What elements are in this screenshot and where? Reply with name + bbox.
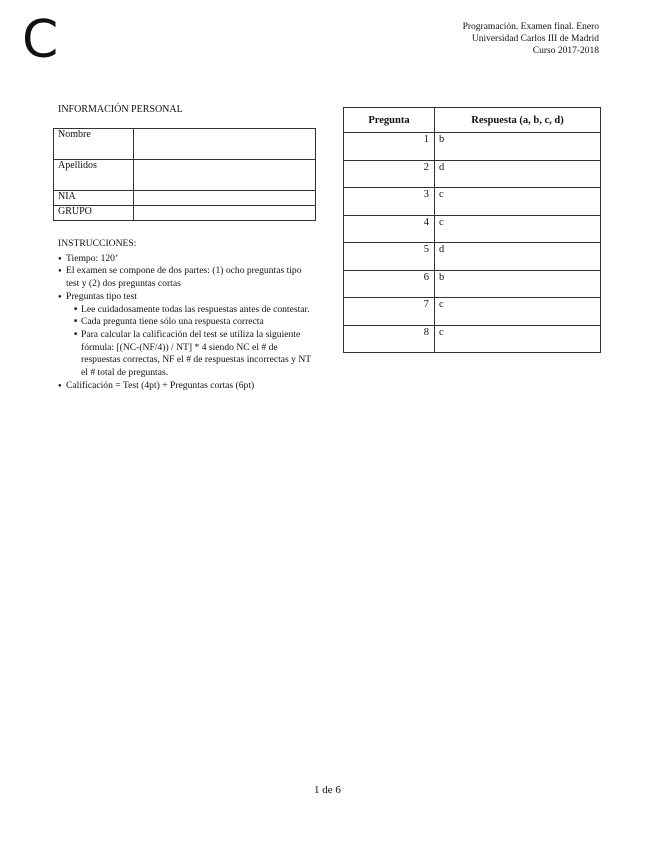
column-header-question: Pregunta [344,108,435,133]
personal-info-title: INFORMACIÓN PERSONAL [58,104,183,115]
question-number: 4 [344,215,435,243]
page-number: 1 de 6 [314,784,341,796]
question-number: 1 [344,133,435,161]
question-number: 6 [344,270,435,298]
list-item: ■ Para calcular la calificación del test se utiliza la siguiente fórmula: [(NC-(NF/4)) / NT] * 4 siendo NC el # de respuestas correctas, NF el # de respuestas incorrectas y NT el # total de preguntas. [66,329,313,380]
table-row [344,215,601,243]
answer-cell[interactable]: c [435,215,601,243]
answers-table [343,107,601,353]
question-number: 3 [344,188,435,216]
table-row [344,325,601,353]
table-row [344,188,601,216]
list-item: ■ Cada pregunta tiene sólo una respuesta correcta [66,316,313,329]
field-label-nombre: Nombre [54,129,134,160]
table-row [344,298,601,326]
table-row [54,160,316,191]
header-exam-title: Programación. Examen final. Enero [462,22,599,32]
table-row [344,133,601,161]
course-logo: C [22,10,59,70]
header-course-year: Curso 2017-2018 [532,46,599,56]
test-instructions-list [66,304,313,380]
instruction-time: ● Tiempo: 120’ [58,253,313,266]
answers-header-row [344,108,601,133]
table-row [344,160,601,188]
field-value-nombre[interactable] [134,129,316,160]
table-row [344,270,601,298]
answer-cell[interactable]: c [435,325,601,353]
exam-header [463,21,599,57]
field-label-nia: NIA [54,191,134,206]
answer-cell[interactable]: c [435,298,601,326]
table-row [54,191,316,206]
table-row [344,243,601,271]
table-row [54,206,316,221]
instruction-grading: ● Calificación = Test (4pt) + Preguntas cortas (6pt) [58,380,313,393]
answer-cell[interactable]: c [435,188,601,216]
instruction-parts: ● El examen se compone de dos partes: (1) ocho preguntas tipo test y (2) dos preguntas cortas [58,265,313,290]
instruction-test-title: Preguntas tipo test [66,290,137,302]
question-number: 8 [344,325,435,353]
column-header-answer: Respuesta (a, b, c, d) [435,108,601,133]
field-value-grupo[interactable] [134,206,316,221]
instructions-title: INSTRUCCIONES: [58,238,137,249]
answer-cell[interactable]: d [435,160,601,188]
header-university: Universidad Carlos III de Madrid [471,34,599,44]
answer-cell[interactable]: d [435,243,601,271]
answer-cell[interactable]: b [435,133,601,161]
list-item: ■ Lee cuidadosamente todas las respuestas antes de contestar. [66,304,313,317]
question-number: 2 [344,160,435,188]
instructions-block [58,238,313,392]
personal-info-table [53,128,316,221]
field-value-apellidos[interactable] [134,160,316,191]
field-label-grupo: GRUPO [54,206,134,221]
field-value-nia[interactable] [134,191,316,206]
table-row [54,129,316,160]
field-label-apellidos: Apellidos [54,160,134,191]
question-number: 7 [344,298,435,326]
answer-cell[interactable]: b [435,270,601,298]
question-number: 5 [344,243,435,271]
instruction-test [58,291,313,380]
instructions-list [58,253,313,393]
